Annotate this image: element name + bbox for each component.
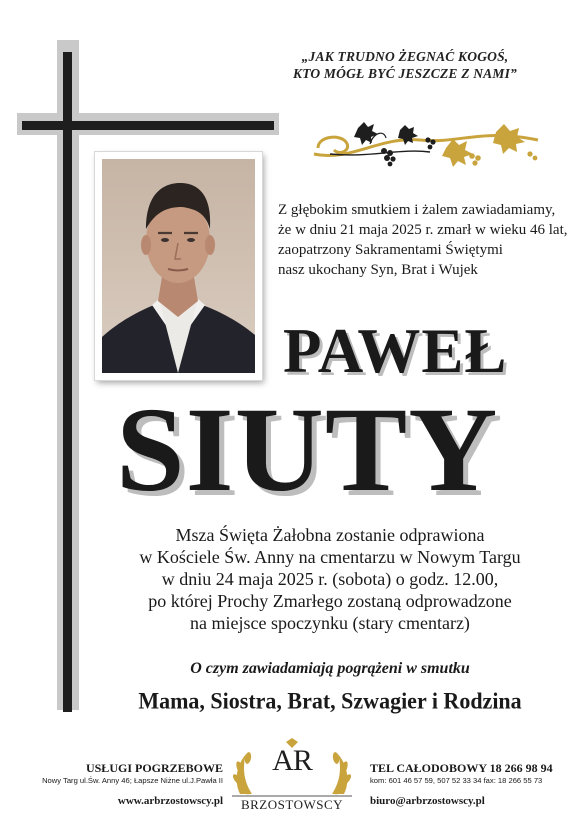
- funeral-mass-details: [110, 524, 550, 634]
- logo-name: BRZOSTOWSCY: [240, 797, 344, 812]
- mass-line: w dniu 24 maja 2025 r. (sobota) o godz. 12.00,: [161, 569, 499, 589]
- grapevine-ornament-icon: [310, 118, 545, 172]
- announcement-line: Z głębokim smutkiem i żalem zawiadamiamy,: [278, 202, 556, 218]
- company-website-link[interactable]: www.arbrzostowscy.pl: [117, 795, 223, 807]
- mourners-list: Mama, Siostra, Brat, Szwagier i Rodzina: [138, 687, 522, 714]
- deceased-surname: SIUTY: [116, 383, 499, 517]
- company-address: Nowy Targ ul.Św. Anny 46; Łapsze Niżne ul.J.Pawła II: [42, 776, 223, 785]
- announcement-line: zaopatrzony Sakramentami Świętymi: [278, 242, 503, 258]
- deceased-first-name: PAWEŁ: [283, 316, 508, 386]
- mass-line: w Kościele Św. Anny na cmentarzu w Nowym Targu: [139, 547, 521, 567]
- motto-line-1: „JAK TRUDNO ŻEGNAĆ KOGOŚ,: [301, 49, 509, 64]
- footer-contact-info: [370, 761, 570, 808]
- logo-mark: AR: [272, 744, 312, 777]
- death-announcement: [278, 200, 570, 280]
- cross-icon-arm: [22, 121, 274, 130]
- mass-line: po której Prochy Zmarłego zostaną odprowadzone: [148, 591, 512, 611]
- email-link[interactable]: biuro@arbrzostowscy.pl: [370, 795, 485, 807]
- mass-line: Msza Święta Żałobna zostanie odprawiona: [175, 525, 485, 545]
- motto-line-2: KTO MÓGŁ BYĆ JESZCZE Z NAMI”: [292, 66, 517, 81]
- company-title: USŁUGI POGRZEBOWE: [85, 761, 223, 775]
- footer-company-info: [0, 761, 223, 808]
- portrait-photo: [102, 159, 255, 373]
- announcement-line: nasz ukochany Syn, Brat i Wujek: [278, 262, 478, 278]
- phone-numbers: kom: 601 46 57 59, 507 52 33 34 fax: 18 266 55 73: [370, 776, 543, 785]
- cross-icon: [63, 52, 72, 712]
- mourners-intro: O czym zawiadamiają pogrążeni w smutku: [190, 660, 470, 677]
- announcement-line: że w dniu 21 maja 2025 r. zmarł w wieku 46 lat,: [278, 222, 568, 238]
- phone-title: TEL CAŁODOBOWY 18 266 98 94: [370, 761, 553, 775]
- motto: [240, 48, 570, 82]
- mass-line: na miejsce spoczynku (stary cmentarz): [190, 613, 470, 633]
